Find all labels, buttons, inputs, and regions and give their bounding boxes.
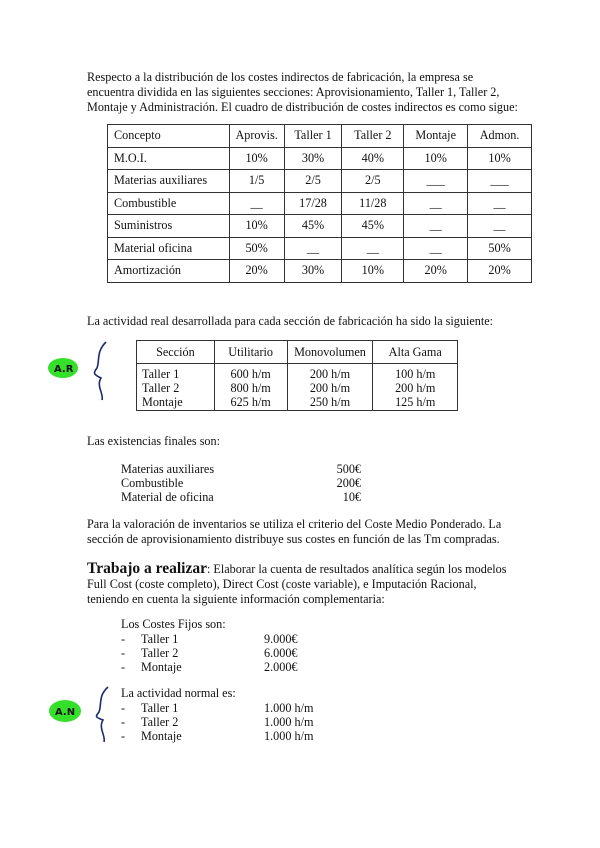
cell: 17/28: [284, 192, 342, 215]
cell: 40%: [342, 147, 404, 170]
cell-line: 800 h/m: [230, 381, 271, 395]
header-monovolumen: Monovolumen: [287, 341, 373, 364]
actividad-normal-list: [121, 701, 313, 743]
cell: 2/5: [284, 170, 342, 193]
cell-line: 600 h/m: [230, 367, 271, 381]
cell: Suministros: [108, 215, 230, 238]
item-value: 200€: [336, 476, 361, 490]
table-row: [108, 215, 532, 238]
cell: 11/28: [342, 192, 404, 215]
ar-brace-icon: [94, 342, 106, 400]
cell: 45%: [342, 215, 404, 238]
cell-line: 100 h/m: [395, 367, 436, 381]
item-label: Taller 1: [141, 701, 179, 715]
item-value: 2.000€: [264, 660, 298, 674]
cell: 2/5: [342, 170, 404, 193]
item-value: 1.000 h/m: [264, 715, 314, 729]
item-dash: -: [121, 646, 126, 660]
cell: 45%: [284, 215, 342, 238]
header-aprovis: Aprovis.: [229, 125, 284, 148]
activity-table: [136, 340, 458, 411]
cell: M.O.I.: [108, 147, 230, 170]
cell: 30%: [284, 147, 342, 170]
intro-line-1: Respecto a la distribución de los costes indirectos de fabricación, la empresa se: [87, 70, 474, 84]
table-row: [108, 237, 532, 260]
cell: __: [468, 192, 532, 215]
cell-line: Taller 1: [142, 367, 180, 381]
cell: 50%: [229, 237, 284, 260]
cell-line: 250 h/m: [309, 395, 351, 409]
list-item: [121, 715, 313, 729]
cell: Materias auxiliares: [108, 170, 230, 193]
cell: __: [404, 192, 468, 215]
cell: ___: [404, 170, 468, 193]
cell: 10%: [229, 147, 284, 170]
cell: ___: [468, 170, 532, 193]
item-label: Combustible: [121, 476, 184, 490]
cell-line: 125 h/m: [395, 395, 436, 409]
cell: 20%: [404, 260, 468, 283]
list-item: [121, 490, 361, 504]
table-row: [137, 364, 458, 411]
item-dash: -: [121, 632, 126, 646]
activity-table-header-row: [137, 341, 458, 364]
item-label: Taller 2: [141, 715, 179, 729]
list-item: [121, 729, 313, 743]
cell: 1/5: [229, 170, 284, 193]
item-label: Materias auxiliares: [121, 462, 215, 476]
cell-line: 625 h/m: [230, 395, 271, 409]
list-item: [121, 701, 313, 715]
intro-line-2: encuentra dividida en las siguientes secciones: Aprovisionamiento, Taller 1, Taller 2,: [87, 85, 500, 99]
an-label: A.N: [55, 707, 76, 718]
cell: 10%: [468, 147, 532, 170]
item-value: 6.000€: [264, 646, 298, 660]
header-utilitario: Utilitario: [214, 341, 287, 364]
trabajo-line-3: teniendo en cuenta la siguiente información complementaria:: [87, 592, 385, 606]
cell-line: Taller 2: [142, 381, 180, 395]
item-dash: -: [121, 729, 126, 743]
list-item: [121, 660, 298, 674]
table-row: [108, 192, 532, 215]
existencias-list: [121, 462, 361, 504]
cell: [214, 364, 287, 411]
item-dash: -: [121, 660, 126, 674]
item-dash: -: [121, 701, 126, 715]
header-seccion: Sección: [137, 341, 215, 364]
cell: __: [284, 237, 342, 260]
valoracion-line-1: Para la valoración de inventarios se utiliza el criterio del Coste Medio Ponderado. La: [87, 517, 502, 531]
cell: [287, 364, 373, 411]
table-row: [108, 147, 532, 170]
cell-line: 200 h/m: [309, 381, 351, 395]
valoracion-line-2: sección de aprovisionamiento distribuye sus costes en función de las Tm compradas.: [87, 532, 500, 546]
item-value: 10€: [342, 490, 361, 504]
list-item: [121, 462, 361, 476]
intro-line-3: Montaje y Administración. El cuadro de distribución de costes indirectos es como sigue:: [87, 100, 518, 114]
an-annotation: [46, 684, 118, 744]
cell-line: 200 h/m: [309, 367, 351, 381]
costes-fijos-title: Los Costes Fijos son:: [121, 617, 226, 631]
cost-distribution-table: [107, 124, 532, 283]
trabajo-line-1: [87, 560, 506, 578]
list-item: [121, 646, 298, 660]
costes-fijos-list: [121, 632, 298, 674]
cell: __: [342, 237, 404, 260]
table-row: [108, 170, 532, 193]
activity-intro: La actividad real desarrollada para cada sección de fabricación ha sido la siguiente:: [87, 314, 494, 328]
header-montaje: Montaje: [404, 125, 468, 148]
cell: Combustible: [108, 192, 230, 215]
ar-label: A.R: [54, 364, 74, 375]
item-label: Material de oficina: [121, 490, 214, 504]
trabajo-heading: Trabajo a realizar: [87, 560, 207, 577]
cell: __: [404, 215, 468, 238]
header-alta-gama: Alta Gama: [373, 341, 458, 364]
cell: 30%: [284, 260, 342, 283]
actividad-normal-title: La actividad normal es:: [121, 686, 236, 700]
cell: __: [468, 215, 532, 238]
item-value: 500€: [336, 462, 361, 476]
ar-annotation: [44, 338, 116, 404]
cell: 20%: [229, 260, 284, 283]
cell: __: [229, 192, 284, 215]
header-concepto: Concepto: [108, 125, 230, 148]
cell: __: [404, 237, 468, 260]
list-item: [121, 476, 361, 490]
trabajo-line-2: Full Cost (coste completo), Direct Cost (coste variable), e Imputación Racional,: [87, 577, 477, 591]
cell-line: Montaje: [142, 395, 183, 409]
item-value: 9.000€: [264, 632, 298, 646]
item-dash: -: [121, 715, 126, 729]
item-label: Montaje: [141, 660, 182, 674]
cell: Material oficina: [108, 237, 230, 260]
header-taller1: Taller 1: [284, 125, 342, 148]
trabajo-text-1: : Elaborar la cuenta de resultados analítica según los modelos: [206, 562, 507, 576]
item-value: 1.000 h/m: [264, 701, 314, 715]
list-item: [121, 632, 298, 646]
cell: Amortización: [108, 260, 230, 283]
cell: 50%: [468, 237, 532, 260]
cell: 10%: [342, 260, 404, 283]
table-row: [108, 260, 532, 283]
cell: [373, 364, 458, 411]
cost-table-header-row: [108, 125, 532, 148]
item-label: Montaje: [141, 729, 182, 743]
cell: 10%: [229, 215, 284, 238]
cell: 20%: [468, 260, 532, 283]
header-admon: Admon.: [468, 125, 532, 148]
item-label: Taller 1: [141, 632, 179, 646]
existencias-title: Las existencias finales son:: [87, 434, 221, 448]
cell: [137, 364, 215, 411]
item-label: Taller 2: [141, 646, 179, 660]
header-taller2: Taller 2: [342, 125, 404, 148]
an-brace-icon: [96, 687, 108, 742]
item-value: 1.000 h/m: [264, 729, 314, 743]
cell: 10%: [404, 147, 468, 170]
cell-line: 200 h/m: [395, 381, 436, 395]
